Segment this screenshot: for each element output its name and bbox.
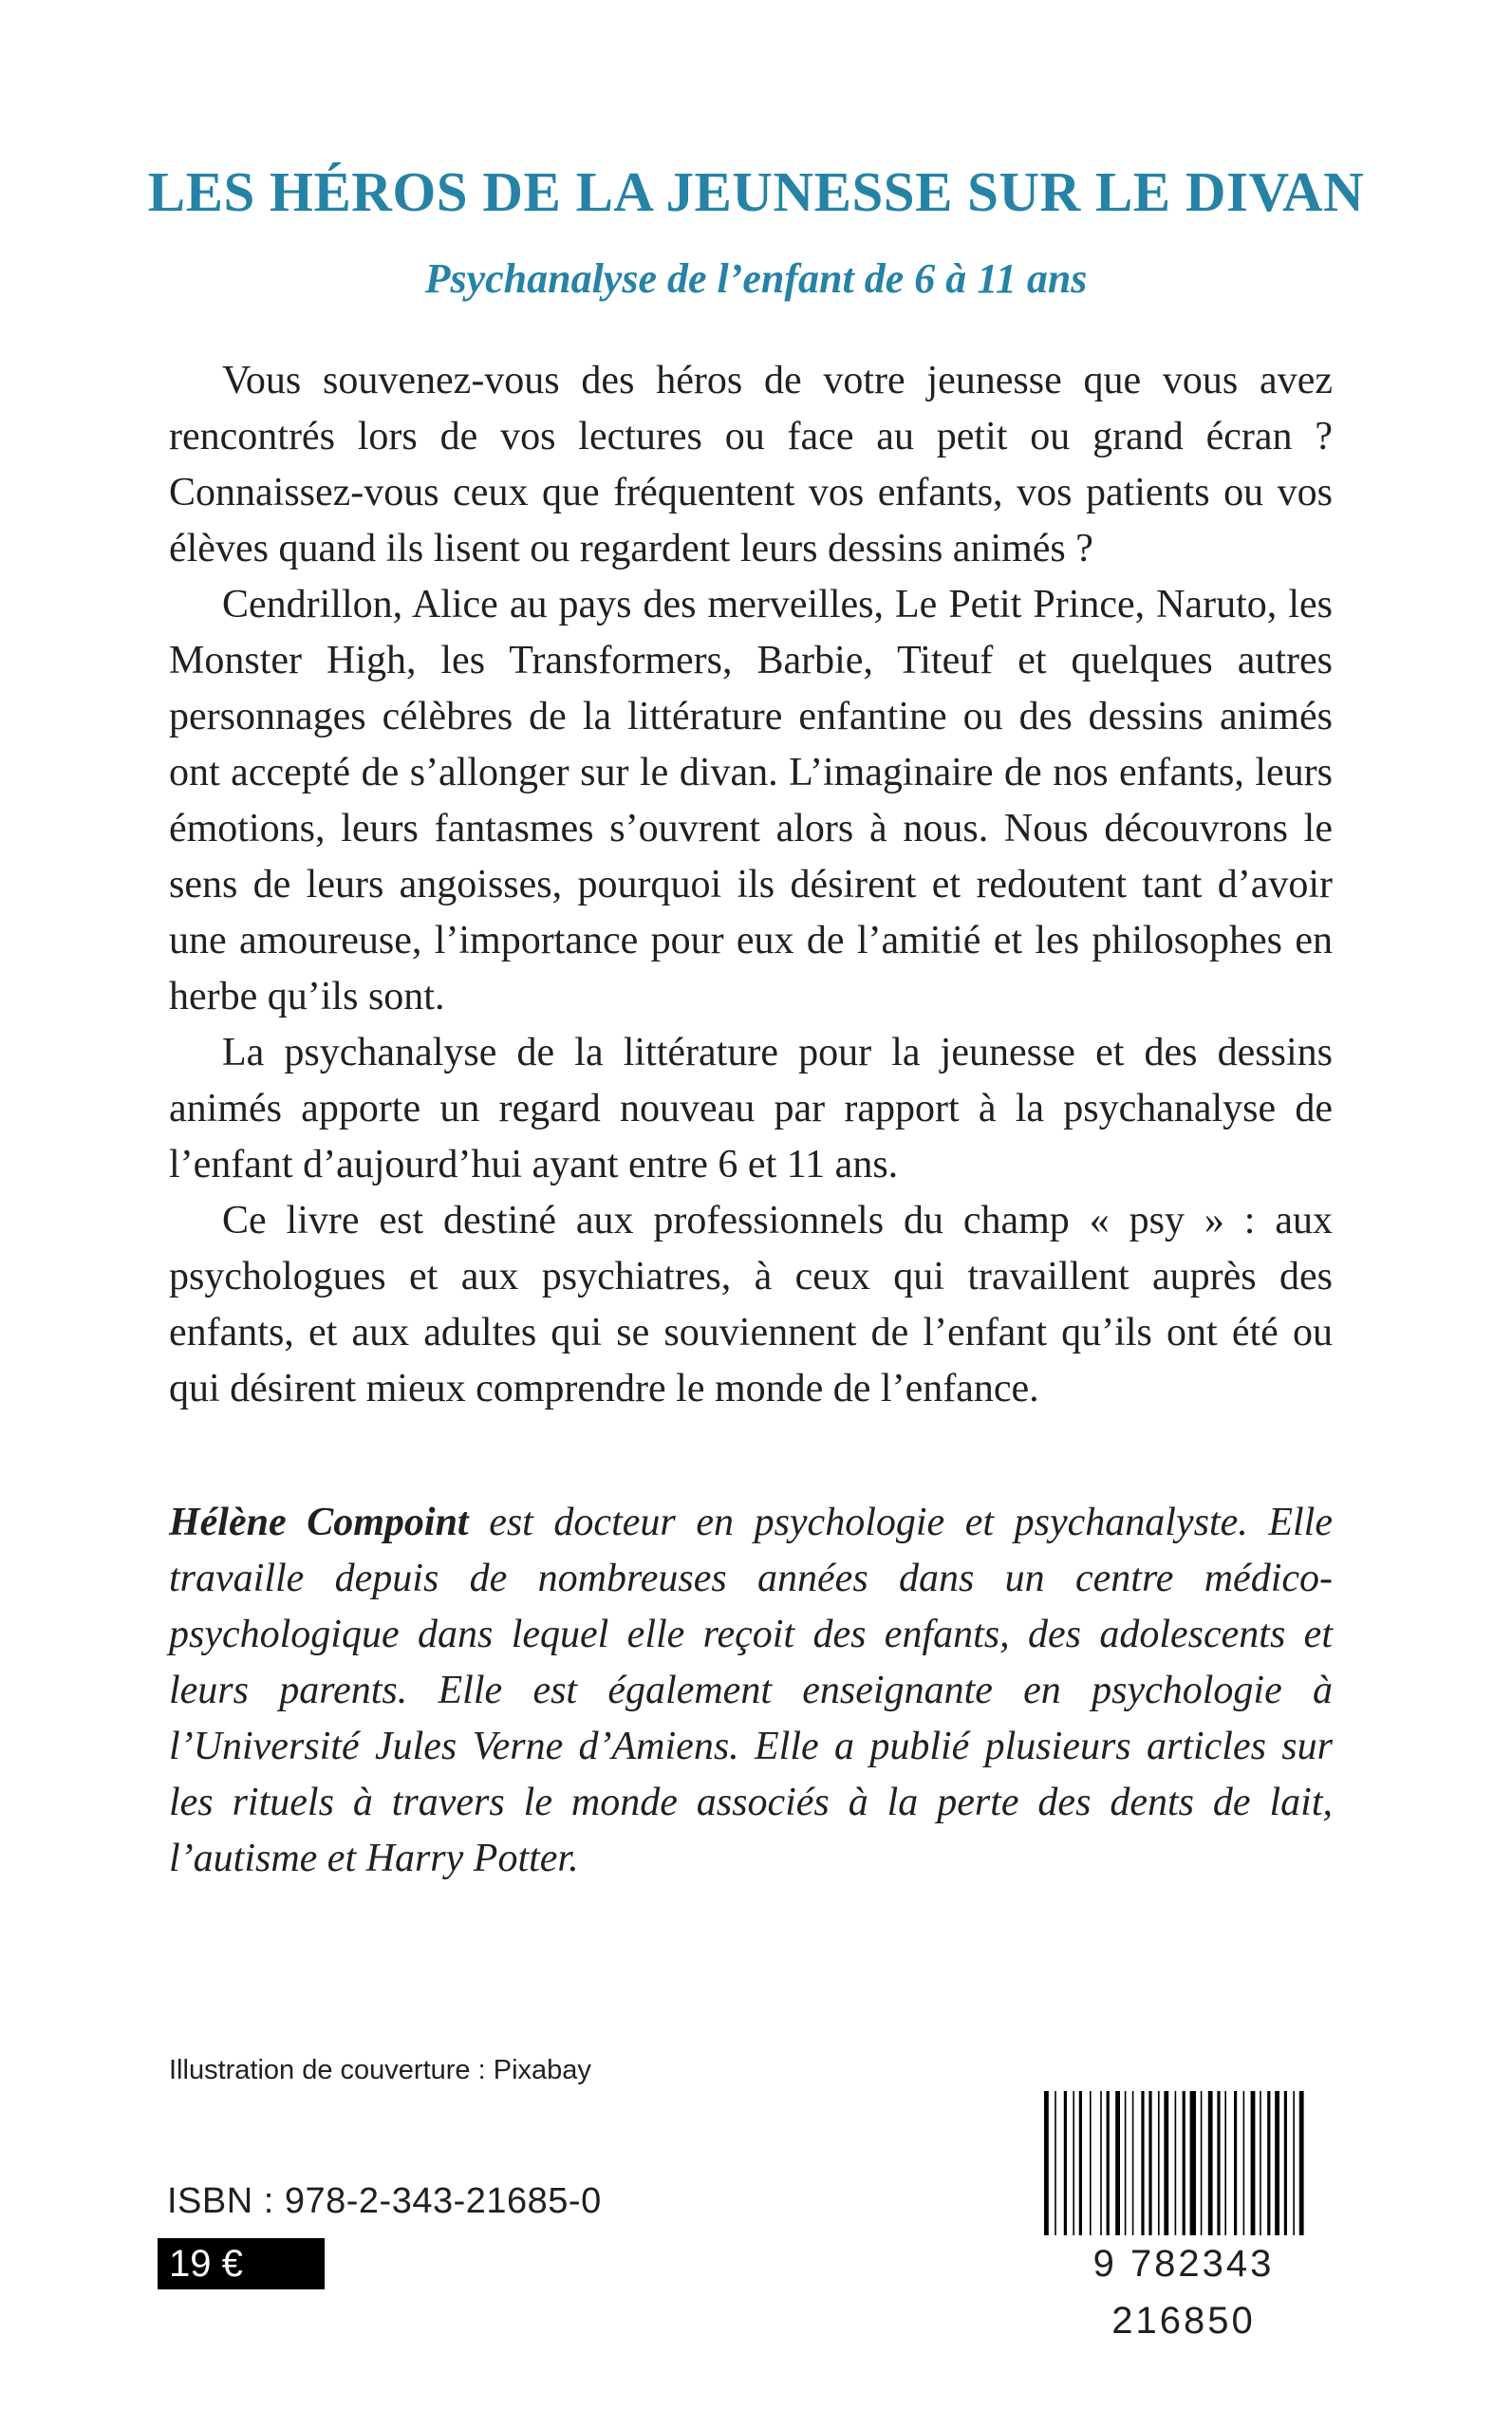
barcode-bar [1055,2091,1056,2252]
barcode-bar [1260,2091,1261,2252]
author-bio-text [169,1495,1333,1887]
barcode-bar [1299,2091,1304,2252]
barcode-bar [1073,2091,1074,2252]
barcode-bar [1079,2091,1082,2252]
blurb [169,353,1333,1417]
barcode-bar [1190,2091,1196,2252]
author-bio [169,1495,1333,1887]
barcode [1042,2091,1325,2342]
barcode-bar [1175,2091,1177,2252]
barcode-bar [1183,2091,1185,2252]
barcode-bar [1201,2091,1203,2252]
barcode-bar [1115,2091,1120,2252]
barcode-bar [1217,2091,1220,2252]
barcode-bar [1107,2091,1110,2252]
barcode-bar [1243,2091,1245,2252]
barcode-bar [1284,2091,1287,2252]
barcode-bar [1224,2091,1226,2252]
price-tag: 19 € [158,2238,325,2289]
barcode-bar [1164,2091,1168,2252]
barcode-bar [1090,2091,1092,2252]
isbn: ISBN : 978-2-343-21685-0 [167,2181,602,2221]
barcode-bar [1158,2091,1160,2252]
barcode-bar [1132,2091,1134,2252]
blurb-paragraph: Cendrillon, Alice au pays des merveilles, Le Petit Prince, Naruto, les Monster High, les Transformers, Barbie, Titeuf et quelques autres personnages célèbres de la littérature enfantine ou des dessins animés ont accepté de s’allonger sur le divan. L’imaginaire de nos enfants, leurs émotions, leurs fantasmes s’ouvrent alors à nous. Nous découvrons le sens de leurs angoisses, pourquoi ils désirent et redoutent tant d’avoir une amoureuse, l’importance pour eux de l’amitié et les philosophes en herbe qu’ils sont. [169,583,1333,1018]
illustration-credit: Illustration de couverture : Pixabay [169,2055,591,2085]
barcode-bar [1293,2091,1295,2252]
barcode-bar [1125,2091,1127,2252]
barcode-bar [1251,2091,1256,2252]
barcode-digits: 9 782343 216850 [1042,2235,1325,2292]
blurb-paragraph: La psychanalyse de la littérature pour la jeunesse et des dessins animés apporte un regard nouveau par rapport à la psychanalyse de l’enfant d’aujourd’hui ayant entre 6 et 11 ans. [169,1031,1333,1186]
barcode-bar [1044,2091,1049,2252]
book-subtitle: Psychanalyse de l’enfant de 6 à 11 ans [424,255,1088,302]
barcode-bar [1234,2091,1237,2252]
barcode-bar [1100,2091,1102,2252]
barcode-bars [1042,2091,1325,2252]
barcode-bar [1148,2091,1151,2252]
author-bio-body: est docteur en psychologie et psychanalyste. Elle travaille depuis de nombreuses années dans un centre médico-psychologique dans lequel elle reçoit des enfants, des adolescents et leurs parents. Elle est également enseignante en psychologie à l’Université Jules Verne d’Amiens. Elle a publié plusieurs articles sur les rituels à travers le monde associés à la perte des dents de lait, l’autisme et Harry Potter. [169,1501,1333,1880]
book-title: LES HÉROS DE LA JEUNESSE SUR LE DIVAN [147,160,1365,223]
barcode-bar [1064,2091,1067,2252]
barcode-bar [1275,2091,1279,2252]
blurb-paragraph: Vous souvenez-vous des héros de votre jeunesse que vous avez rencontrés lors de vos lectures ou face au petit ou grand écran ? Connaissez-vous ceux que fréquentent vos enfants, vos patients ou vos élèves quand ils lisent ou regardent leurs dessins animés ? [169,359,1333,570]
barcode-bar [1267,2091,1270,2252]
author-name: Hélène Compoint [169,1501,469,1544]
barcode-bar [1141,2091,1144,2252]
barcode-bar [1208,2091,1213,2252]
blurb-paragraph: Ce livre est destiné aux professionnels du champ « psy » : aux psychologues et aux psychiatres, à ceux qui travaillent auprès des enfants, et aux adultes qui se souviennent de l’enfant qu’ils ont été ou qui désirent mieux comprendre le monde de l’enfance. [169,1199,1333,1410]
